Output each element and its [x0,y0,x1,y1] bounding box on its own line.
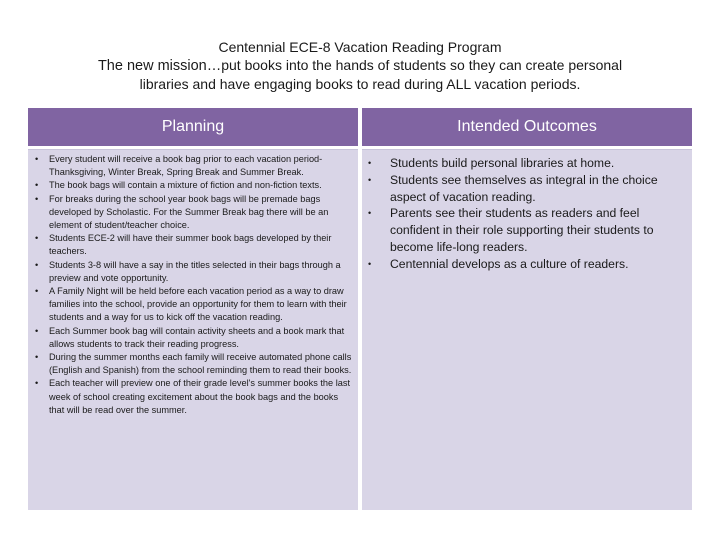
bullet-icon: • [368,208,372,219]
outcomes-header: Intended Outcomes [362,108,692,146]
bullet-icon: • [35,193,39,204]
list-item: • Every student will receive a book bag prior to each vacation period- Thanksgiving, Winter Break, Spring Break and Summer Break. [35,154,323,178]
planning-cell [28,149,358,510]
bullet-icon: • [35,286,39,297]
bullet-icon: • [35,352,39,363]
mission-line [30,56,690,75]
program-title: Centennial ECE-8 Vacation Reading Program [218,39,502,55]
bullet-icon: • [368,174,372,185]
list-item: • Students 3-8 will have a say in the titles selected in their bags through a preview and vote opportunity. [35,259,341,283]
mission-lead: The new mission… [97,58,222,74]
list-item: • Parents see their students as readers and feel confident in their role supporting their students to become life-long readers. [368,206,654,254]
mission-text-continued: libraries and have engaging books to read during ALL vacation periods. [139,76,581,92]
bullet-icon: • [35,259,39,270]
list-item: • Centennial develops as a culture of readers. [368,256,629,271]
bullet-icon: • [35,233,39,244]
planning-header: Planning [28,108,358,146]
bullet-icon: • [35,378,39,389]
bullet-icon: • [35,154,39,164]
outcomes-list [368,155,684,273]
list-item: • Students ECE-2 will have their summer book bags developed by their teachers. [35,233,332,257]
slide-title [30,38,690,93]
mission-text: put books into the hands of students so they can create personal [221,57,623,73]
list-item: • A Family Night will be held before each vacation period as a way to draw families into the school, provide an opportunity for them to learn with their students and a way for us to kick off the vacation reading. [35,286,347,323]
outcomes-cell [362,149,692,510]
list-item: • Each teacher will preview one of their grade level's summer books the last week of school creating excitement about the book bags and the books that will be read over the summer. [35,378,351,415]
list-item: • For breaks during the school year book bags will be premade bags developed by Scholastic. For the Summer Break bag there will be an element of student/teacher choice. [35,193,329,231]
bullet-icon: • [35,325,39,336]
list-item: • Students build personal libraries at home. [368,156,615,170]
list-item: • During the summer months each family will receive automated phone calls (English and Spanish) from the school reminding them to read their books. [35,352,352,376]
planning-list [34,153,352,417]
list-item: • Each Summer book bag will contain activity sheets and a book mark that allows students to track their reading progress. [35,325,345,349]
list-item: • The book bags will contain a mixture of fiction and non-fiction texts. [34,179,352,192]
list-item: • Students see themselves as integral in the choice aspect of vacation reading. [368,172,658,204]
bullet-icon: • [368,158,372,168]
bullet-icon: • [35,180,39,191]
bullet-icon: • [368,258,372,269]
